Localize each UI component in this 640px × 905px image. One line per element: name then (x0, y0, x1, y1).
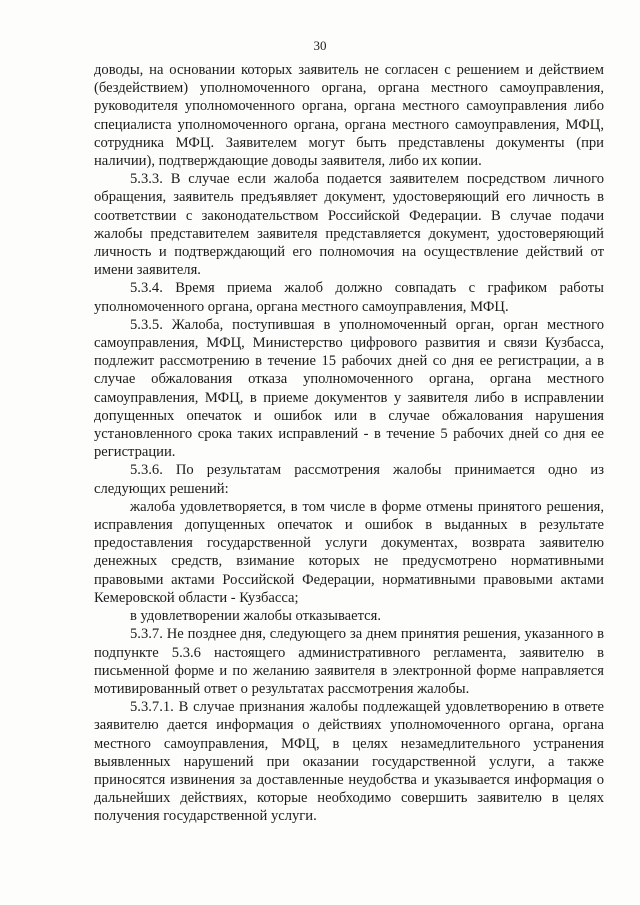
paragraph-5-3-4: 5.3.4. Время приема жалоб должно совпадать с графиком работы уполномоченного органа, органа местного самоуправления, МФЦ. (94, 280, 604, 315)
document-body (94, 61, 604, 826)
paragraph-5-3-7: 5.3.7. Не позднее дня, следующего за днем принятия решения, указанного в подпункте 5.3.6 настоящего административного регламента, заявителю в письменной форме и по желанию заявителя в электронной форме направляется мотивированный ответ о результатах рассмотрения жалобы. (94, 626, 604, 697)
paragraph-continuation: доводы, на основании которых заявитель не согласен с решением и действием (бездействием) уполномоченного органа, органа местного самоуправления, руководителя уполномоченного органа, органа местного самоуправления либо специалиста уполномоченного органа, органа местного самоуправления, МФЦ, сотрудника МФЦ. Заявителем могут быть представлены документы (при наличии), подтверждающие доводы заявителя, либо их копии. (94, 62, 604, 170)
page-number: 30 (313, 38, 327, 53)
paragraph-5-3-5: 5.3.5. Жалоба, поступившая в уполномоченный орган, орган местного самоуправления, МФЦ, Министерство цифрового развития и связи Кузбасса, подлежит рассмотрению в течение 15 рабочих дней со дня ее регистрации, а в случае обжалования отказа уполномоченного органа, органа местного самоуправления, МФЦ, в приеме документов у заявителя либо в исправлении допущенных опечаток и ошибок или в случае обжалования нарушения установленного срока таких исправлений - в течение 5 рабочих дней со дня ее регистрации. (94, 316, 604, 461)
paragraph-5-3-7-1: 5.3.7.1. В случае признания жалобы подлежащей удовлетворению в ответе заявителю дается информация о действиях уполномоченного органа, органа местного самоуправления, МФЦ, в целях незамедлительного устранения выявленных нарушений при оказании государственной услуги, а также приносятся извинения за доставленные неудобства и указывается информация о дальнейших действиях, которые необходимо совершить заявителю в целях получения государственной услуги. (94, 699, 604, 825)
paragraph-5-3-6: 5.3.6. По результатам рассмотрения жалобы принимается одно из следующих решений: (94, 462, 604, 497)
paragraph-5-3-3: 5.3.3. В случае если жалоба подается заявителем посредством личного обращения, заявитель предъявляет документ, удостоверяющий его личность в соответствии с законодательством Российской Федерации. В случае подачи жалобы представителем заявителя представляется документ, удостоверяющий личность и подтверждающий его полномочия на осуществление действий от имени заявителя. (94, 171, 604, 279)
decision-option-refuse: в удовлетворении жалобы отказывается. (130, 608, 382, 625)
decision-option-satisfy: жалоба удовлетворяется, в том числе в форме отмены принятого решения, исправления допущенных опечаток и ошибок в выданных в результате предоставления государственной услуги документах, возврата заявителю денежных средств, взимание которых не предусмотрено нормативными правовыми актами Российской Федерации, нормативными правовыми актами Кемеровской области - Кузбасса; (94, 498, 604, 606)
